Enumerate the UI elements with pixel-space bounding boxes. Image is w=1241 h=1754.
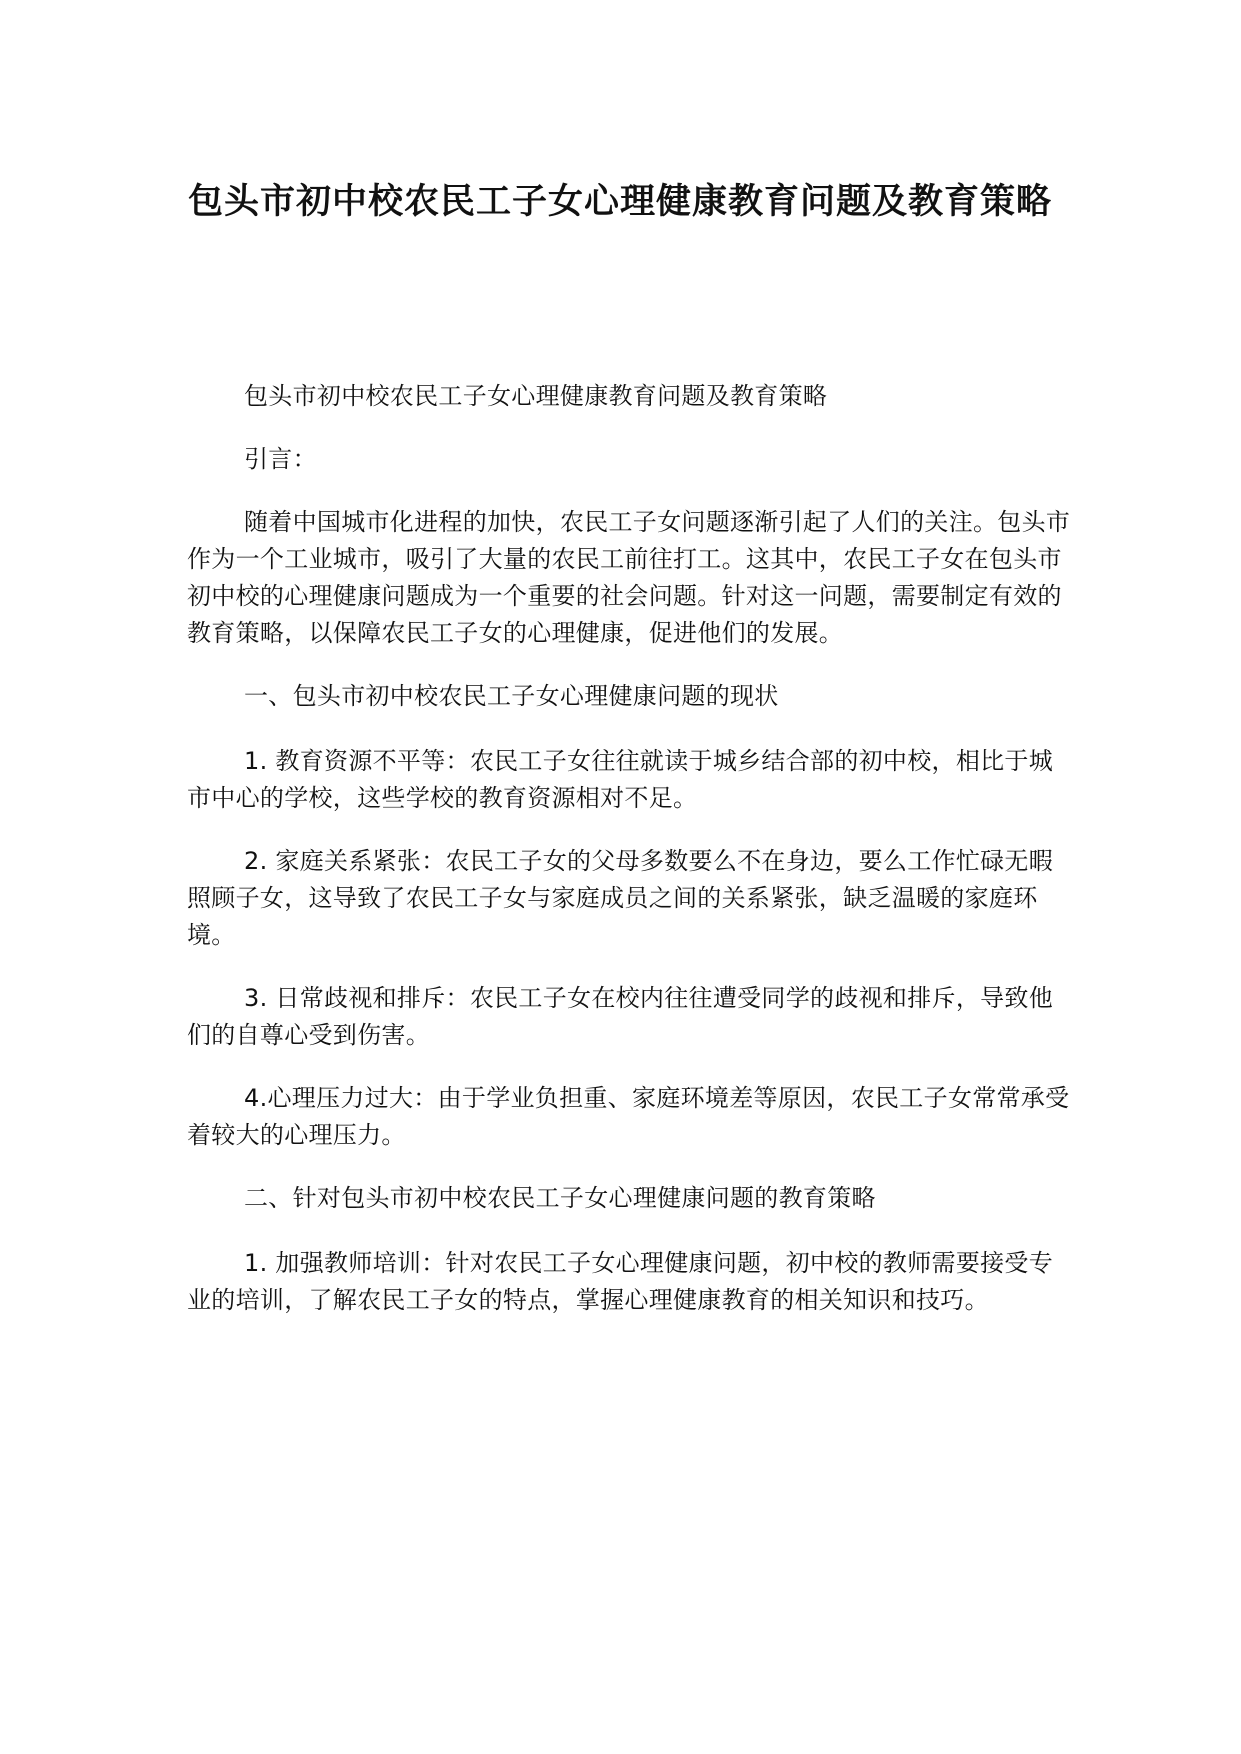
list-item-family-relations: 2. 家庭关系紧张：农民工子女的父母多数要么不在身边，要么工作忙碌无暇照顾子女，这导致了农民工子女与家庭成员之间的关系紧张，缺乏温暖的家庭环境。 [187,847,1054,949]
paragraph-intro-label: 引言： [244,445,317,473]
list-item-education-resources: 1. 教育资源不平等：农民工子女往往就读于城乡结合部的初中校，相比于城市中心的学校，这些学校的教育资源相对不足。 [187,747,1054,812]
document-body [187,378,1077,1345]
list-item-discrimination: 3. 日常歧视和排斥：农民工子女在校内往往遭受同学的歧视和排斥，导致他们的自尊心受到伤害。 [187,984,1054,1049]
paragraph-repeat-title: 包头市初中校农民工子女心理健康教育问题及教育策略 [244,382,828,410]
document-title: 包头市初中校农民工子女心理健康教育问题及教育策略 [187,182,1052,222]
list-item-teacher-training: 1. 加强教师培训：针对农民工子女心理健康问题，初中校的教师需要接受专业的培训，了解农民工子女的特点，掌握心理健康教育的相关知识和技巧。 [187,1249,1054,1314]
list-item-psychological-pressure: 4.心理压力过大：由于学业负担重、家庭环境差等原因，农民工子女常常承受着较大的心理压力。 [187,1084,1070,1149]
section-heading-strategies: 二、针对包头市初中校农民工子女心理健康问题的教育策略 [244,1184,876,1212]
paragraph-intro: 随着中国城市化进程的加快，农民工子女问题逐渐引起了人们的关注。包头市作为一个工业城市，吸引了大量的农民工前往打工。这其中，农民工子女在包头市初中校的心理健康问题成为一个重要的社会问题。针对这一问题，需要制定有效的教育策略，以保障农民工子女的心理健康，促进他们的发展。 [187,508,1071,647]
section-heading-status: 一、包头市初中校农民工子女心理健康问题的现状 [244,682,779,710]
